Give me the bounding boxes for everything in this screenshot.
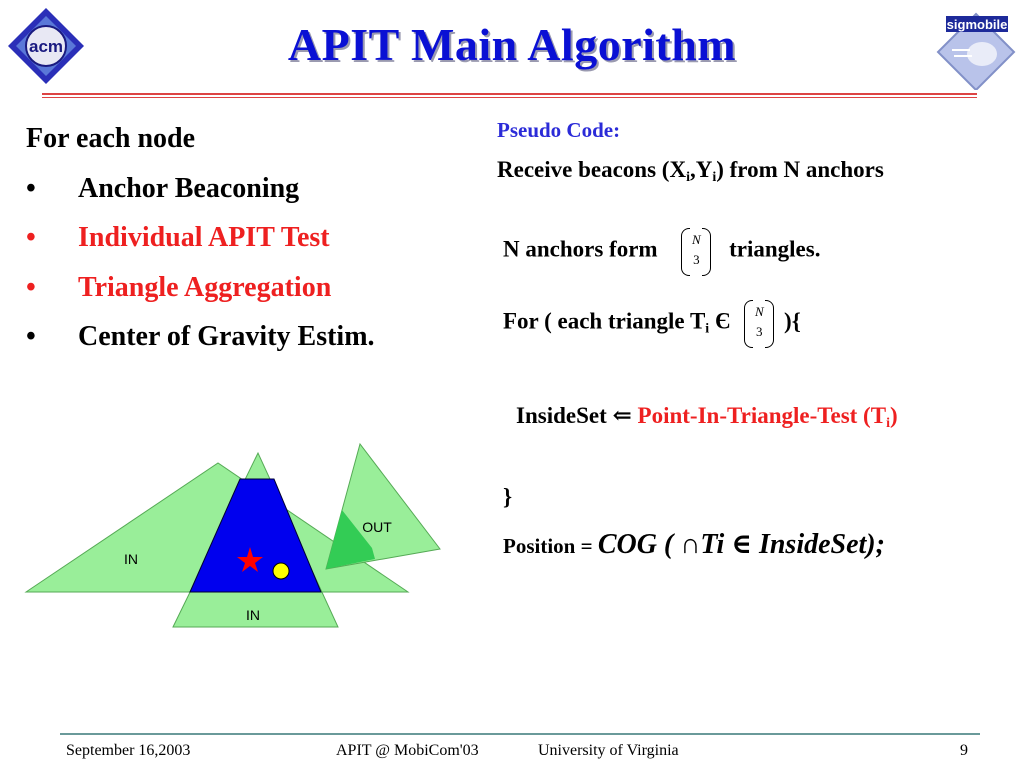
label-out: OUT [362,519,392,535]
pseudo-line-insideset [516,402,898,432]
pseudo-text: ){ [784,308,801,334]
pseudo-line-close-brace: } [503,484,513,509]
subscript: i [705,321,710,337]
pseudo-text: triangles. [729,236,821,262]
pseudo-line-for [503,300,801,346]
left-arrow-icon: ⇐ [612,403,632,428]
label-in-left: IN [124,551,138,567]
title-rule-bottom [42,97,977,98]
binomial-n-choose-3 [744,300,774,346]
pseudo-line-receive [497,157,884,186]
footer-page-number: 9 [960,742,968,759]
binom-bottom: 3 [693,252,700,267]
element-of-symbol: Є [714,308,731,334]
footer-affiliation: University of Virginia [538,742,679,759]
list-item-individual-apit-test [26,213,375,263]
binom-bottom: 3 [756,324,763,339]
list-item-label: Triangle Aggregation [78,271,332,303]
apit-triangle-diagram [0,430,460,640]
footer-date: September 16,2003 [66,742,191,759]
pseudo-line-form [503,228,820,274]
list-item-label: Anchor Beaconing [78,172,300,204]
node-steps-list [26,114,375,362]
slide-title: APIT Main Algorithm [287,19,737,70]
binomial-n-choose-3 [681,228,711,274]
pseudo-text: ,Y [689,157,713,182]
svg-text:acm: acm [28,37,64,56]
subscript: i [686,170,690,185]
pseudo-text: Point-In-Triangle-Test (T [637,403,887,428]
pseudo-code-header: Pseudo Code: [497,118,621,142]
svg-text:sigmobile: sigmobile [946,17,1008,32]
pseudo-text: ) from N anchors [716,157,884,182]
binom-top: N [692,232,701,247]
pseudo-text: Receive beacons (X [497,157,687,182]
list-item-anchor-beaconing [26,164,375,214]
bullet: • [26,172,36,204]
cog-formula: COG ( ∩Ti ∈ InsideSet); [597,529,885,560]
pseudo-text: N anchors form [503,236,658,262]
pseudo-line-position [503,527,885,561]
pseudo-text: ) [889,403,898,428]
subscript: i [886,416,890,431]
list-item-label: Center of Gravity Estim. [78,321,375,352]
bullet: • [26,222,36,253]
binom-top: N [754,304,764,319]
list-item-triangle-aggregation [26,263,375,313]
list-heading: For each node [26,123,196,154]
title-rule-top [42,93,977,95]
pseudo-text: InsideSet [516,403,607,428]
bullet: • [26,321,36,352]
subscript: i [712,170,717,185]
list-item-label: Individual APIT Test [78,222,330,253]
pseudo-text: Position = [503,534,598,558]
footer-rule [60,733,980,735]
bullet: • [26,271,36,303]
footer-venue: APIT @ MobiCom'03 [336,742,479,759]
list-item-center-of-gravity [26,312,375,362]
node-circle [273,563,289,579]
pseudo-text: For ( each triangle T [503,308,706,334]
label-in-bottom: IN [246,607,260,623]
